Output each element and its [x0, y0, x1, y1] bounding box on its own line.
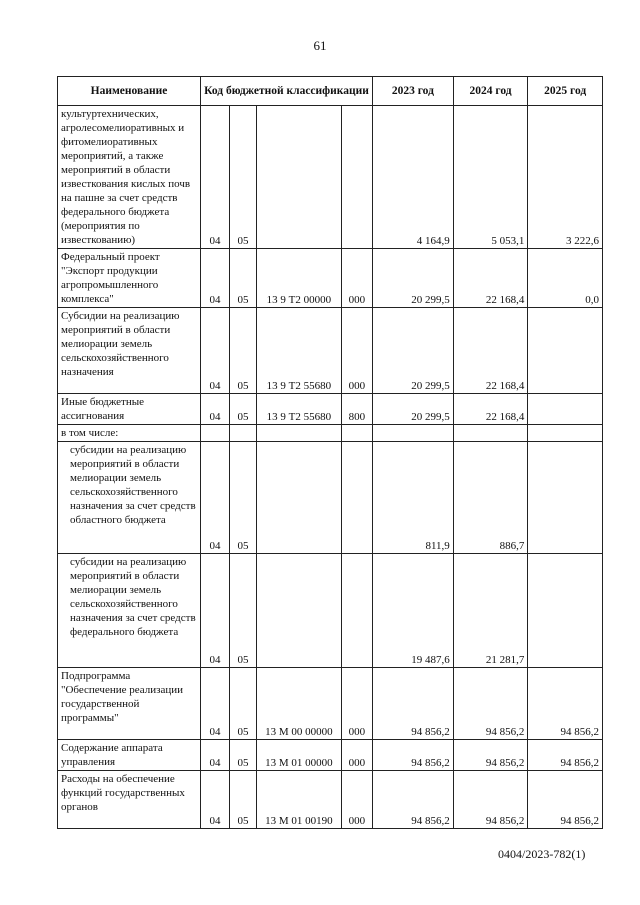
- row-pr: 05: [229, 106, 256, 249]
- row-vr: 000: [341, 308, 372, 394]
- row-rz: [200, 425, 229, 442]
- row-2023: 4 164,9: [372, 106, 453, 249]
- row-name: Расходы на обеспечение функций государственных органов: [58, 771, 201, 829]
- row-csr: [256, 106, 341, 249]
- budget-table: [57, 76, 603, 829]
- table-row: [58, 106, 603, 249]
- row-rz: 04: [200, 668, 229, 740]
- row-rz: 04: [200, 740, 229, 771]
- row-2025: [528, 308, 603, 394]
- row-2024: 22 168,4: [453, 249, 528, 308]
- row-name: в том числе:: [58, 425, 201, 442]
- row-2025: [528, 394, 603, 425]
- row-pr: 05: [229, 668, 256, 740]
- row-pr: 05: [229, 394, 256, 425]
- row-vr: [341, 554, 372, 668]
- row-name: Федеральный проект "Экспорт продукции агропромышленного комплекса": [58, 249, 201, 308]
- row-2025: 94 856,2: [528, 771, 603, 829]
- row-name: Субсидии на реализацию мероприятий в области мелиорации земель сельскохозяйственного назначения: [58, 308, 201, 394]
- row-2025: [528, 425, 603, 442]
- row-2024: 21 281,7: [453, 554, 528, 668]
- row-csr: 13 М 01 00000: [256, 740, 341, 771]
- row-2023: 94 856,2: [372, 668, 453, 740]
- row-csr: [256, 442, 341, 554]
- row-2023: 20 299,5: [372, 308, 453, 394]
- row-2025: 3 222,6: [528, 106, 603, 249]
- row-pr: 05: [229, 308, 256, 394]
- row-2023: 20 299,5: [372, 249, 453, 308]
- row-pr: 05: [229, 442, 256, 554]
- row-2024: 94 856,2: [453, 771, 528, 829]
- table-row: [58, 249, 603, 308]
- row-2025: 94 856,2: [528, 740, 603, 771]
- table-header-row: [58, 77, 603, 106]
- row-name: субсидии на реализацию мероприятий в области мелиорации земель сельскохозяйственного назначения за счет средств федерального бюджета: [58, 554, 201, 668]
- table-row: [58, 425, 603, 442]
- row-2023: 811,9: [372, 442, 453, 554]
- row-rz: 04: [200, 442, 229, 554]
- row-rz: 04: [200, 249, 229, 308]
- row-2024: 22 168,4: [453, 394, 528, 425]
- page-number: 61: [313, 38, 327, 53]
- row-2024: 94 856,2: [453, 740, 528, 771]
- row-2024: [453, 425, 528, 442]
- row-rz: 04: [200, 106, 229, 249]
- row-2024: 22 168,4: [453, 308, 528, 394]
- row-2024: 886,7: [453, 442, 528, 554]
- row-name: Подпрограмма "Обеспечение реализации государственной программы": [58, 668, 201, 740]
- row-2025: [528, 554, 603, 668]
- row-csr: 13 М 01 00190: [256, 771, 341, 829]
- header-name: Наименование: [58, 77, 201, 106]
- row-rz: 04: [200, 308, 229, 394]
- row-pr: 05: [229, 554, 256, 668]
- row-2023: 20 299,5: [372, 394, 453, 425]
- row-name: Содержание аппарата управления: [58, 740, 201, 771]
- row-csr: 13 М 00 00000: [256, 668, 341, 740]
- row-2024: 94 856,2: [453, 668, 528, 740]
- header-2025: 2025 год: [528, 77, 603, 106]
- document-code: 0404/2023-782(1): [498, 847, 586, 861]
- row-vr: 000: [341, 668, 372, 740]
- row-2023: [372, 425, 453, 442]
- row-2023: 94 856,2: [372, 771, 453, 829]
- row-vr: [341, 106, 372, 249]
- row-pr: [229, 425, 256, 442]
- row-pr: 05: [229, 771, 256, 829]
- row-pr: 05: [229, 740, 256, 771]
- row-csr: [256, 554, 341, 668]
- row-csr: 13 9 Т2 55680: [256, 308, 341, 394]
- row-2025: 0,0: [528, 249, 603, 308]
- row-name: Иные бюджетные ассигнования: [58, 394, 201, 425]
- row-vr: [341, 425, 372, 442]
- row-csr: 13 9 Т2 00000: [256, 249, 341, 308]
- row-name: субсидии на реализацию мероприятий в области мелиорации земель сельскохозяйственного назначения за счет средств областного бюджета: [58, 442, 201, 554]
- row-name: культуртехнических, агролесомелиоративных и фитомелиоративных мероприятий, а также мероприятий в области известкования кислых почв на пашне за счет средств федерального бюджета (мероприятия по известкованию): [58, 106, 201, 249]
- row-2024: 5 053,1: [453, 106, 528, 249]
- header-2023: 2023 год: [372, 77, 453, 106]
- row-vr: 000: [341, 740, 372, 771]
- row-2025: [528, 442, 603, 554]
- row-rz: 04: [200, 394, 229, 425]
- row-rz: 04: [200, 771, 229, 829]
- row-vr: 000: [341, 771, 372, 829]
- row-2025: 94 856,2: [528, 668, 603, 740]
- row-2023: 94 856,2: [372, 740, 453, 771]
- table-row: [58, 668, 603, 740]
- row-2023: 19 487,6: [372, 554, 453, 668]
- row-vr: 000: [341, 249, 372, 308]
- row-vr: 800: [341, 394, 372, 425]
- table-row: [58, 394, 603, 425]
- table-row: [58, 442, 603, 554]
- row-pr: 05: [229, 249, 256, 308]
- header-code: Код бюджетной классификации: [200, 77, 372, 106]
- row-csr: 13 9 Т2 55680: [256, 394, 341, 425]
- table-row: [58, 740, 603, 771]
- row-vr: [341, 442, 372, 554]
- table-row: [58, 554, 603, 668]
- row-csr: [256, 425, 341, 442]
- table-row: [58, 771, 603, 829]
- header-2024: 2024 год: [453, 77, 528, 106]
- table-row: [58, 308, 603, 394]
- row-rz: 04: [200, 554, 229, 668]
